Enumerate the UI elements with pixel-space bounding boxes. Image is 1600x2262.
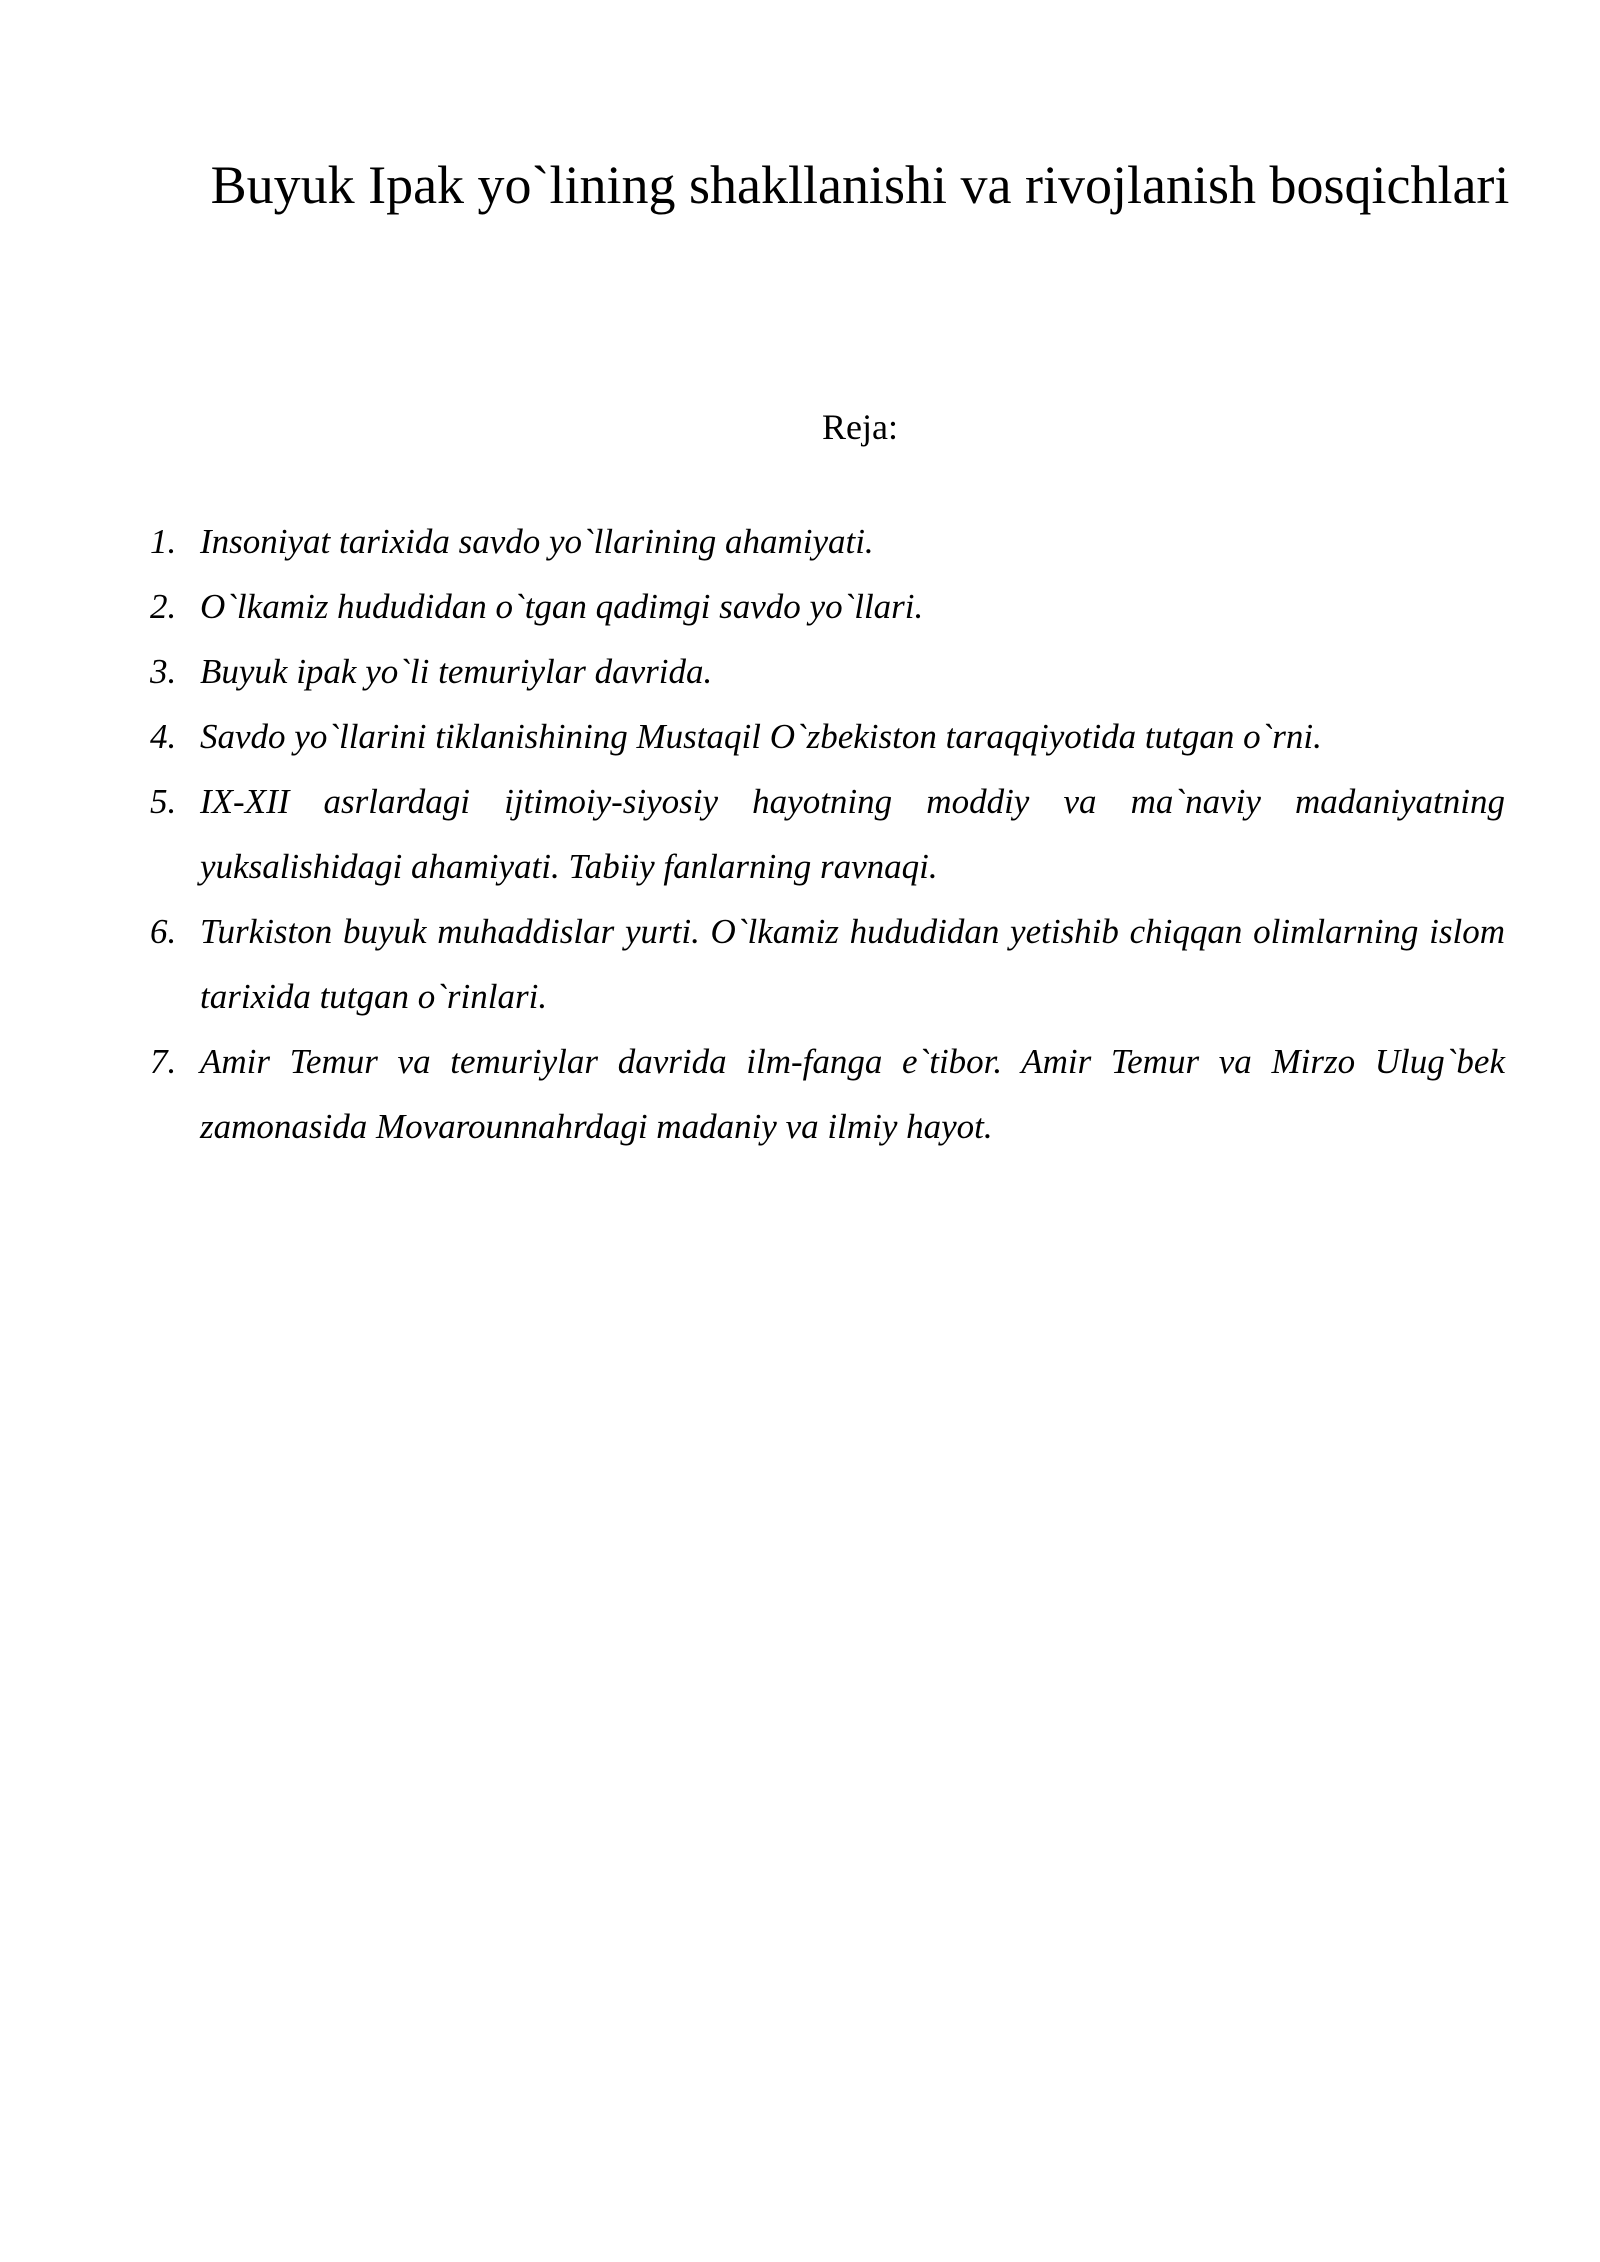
plan-item (150, 899, 1505, 1029)
plan-item-number: 5. (150, 782, 177, 821)
plan-item-text: Savdo yo`llarini tiklanishining Mustaqil O`zbekiston taraqqiyotida tutgan o`rni. (200, 717, 1322, 756)
plan-item (150, 1029, 1505, 1159)
plan-item (150, 704, 1505, 769)
plan-item-text: Insoniyat tarixida savdo yo`llarining ahamiyati. (200, 522, 874, 561)
plan-item-number: 4. (150, 717, 177, 756)
plan-item-text: Amir Temur va temuriylar davrida ilm-fanga e`tibor. Amir Temur va Mirzo Ulug`bek zamonasida Movarounnahrdagi madaniy va ilmiy hayot. (200, 1042, 1505, 1146)
plan-item-text: Buyuk ipak yo`li temuriylar davrida. (200, 652, 713, 691)
plan-item-text: IX-XII asrlardagi ijtimoiy-siyosiy hayotning moddiy va ma`naviy madaniyatning yuksalishidagi ahamiyati. Tabiiy fanlarning ravnaqi. (200, 782, 1505, 886)
plan-item (150, 509, 1505, 574)
plan-item-text: O`lkamiz hududidan o`tgan qadimgi savdo yo`llari. (200, 587, 924, 626)
plan-item-text: Turkiston buyuk muhaddislar yurti. O`lkamiz hududidan yetishib chiqqan olimlarning islom tarixida tutgan o`rinlari. (200, 912, 1505, 1016)
plan-item (150, 639, 1505, 704)
plan-item-number: 7. (150, 1042, 177, 1081)
document-title: Buyuk Ipak yo`lining shakllanishi va rivojlanish bosqichlari (210, 155, 1510, 215)
plan-item (150, 574, 1505, 639)
plan-item-number: 3. (150, 652, 177, 691)
plan-item-number: 1. (150, 522, 177, 561)
plan-item-number: 6. (150, 912, 177, 951)
plan-item-number: 2. (150, 587, 177, 626)
plan-list (150, 509, 1505, 1159)
plan-item (150, 769, 1505, 899)
plan-heading: Reja: (822, 407, 898, 447)
